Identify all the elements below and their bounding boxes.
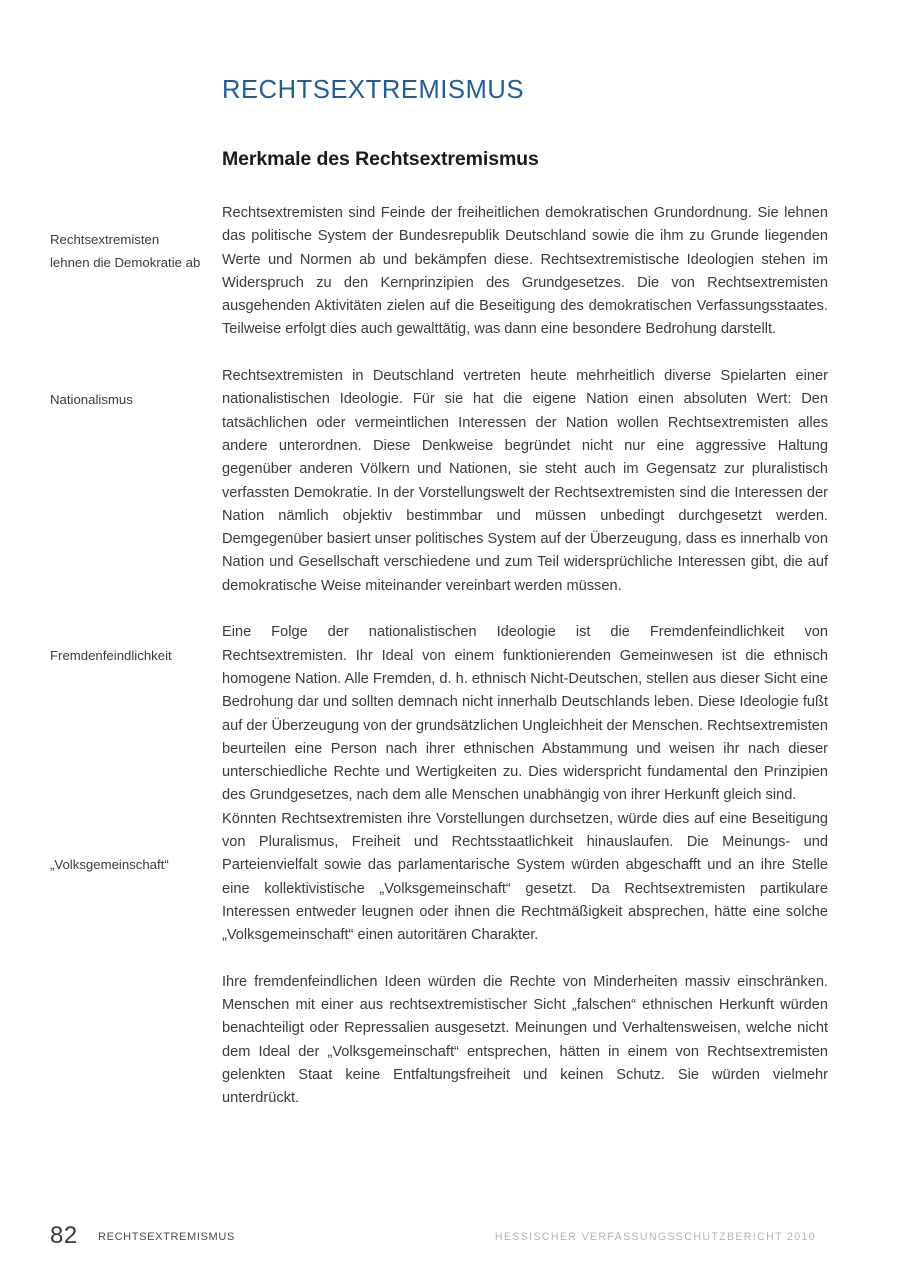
margin-note-line: Fremdenfeindlichkeit bbox=[50, 648, 172, 664]
paragraph-spacer bbox=[0, 598, 900, 621]
paragraph-spacer bbox=[0, 948, 900, 971]
margin-note-line: lehnen die Demokratie ab bbox=[50, 255, 201, 271]
body-column-4 bbox=[222, 971, 828, 1111]
content-block-3 bbox=[0, 621, 900, 947]
margin-note-line: Rechtsextremisten bbox=[50, 232, 160, 247]
paragraph-4: Könnten Rechtsextremisten ihre Vorstellungen durchsetzen, würde dies auf eine Beseitigung von Pluralismus, Freiheit und Rechtsstaatlichkeit hinauslaufen. Die Meinungs- und Parteienvielfalt sowie das parlamentarische System würden abgeschafft und an ihre Stelle eine kollektivistische „Volksgemeinschaft“ gesetzt. Da Rechtsextremisten partikulare Interessen entweder leugnen oder ihnen die Rechtmäßigkeit absprechen, hätte eine solche „Volksgemeinschaft“ einen autoritären Charakter. bbox=[222, 810, 828, 944]
body-column-1 bbox=[222, 202, 828, 342]
paragraph-spacer bbox=[0, 342, 900, 365]
footer-report-label: HESSISCHER VERFASSUNGSSCHUTZBERICHT 2010 bbox=[494, 1231, 816, 1243]
body-column-3 bbox=[222, 621, 828, 947]
page-content bbox=[0, 202, 900, 1111]
margin-note-volksgemeinschaft bbox=[50, 853, 215, 876]
body-column-2 bbox=[222, 365, 828, 598]
margin-note-line: „Volksgemeinschaft“ bbox=[50, 857, 169, 873]
content-block-2 bbox=[0, 365, 900, 598]
footer-chapter-label: RECHTSEXTREMISMUS bbox=[98, 1231, 235, 1243]
paragraph-1: Rechtsextremisten sind Feinde der freiheitlichen demokratischen Grundordnung. Sie lehnen das politische System der Bundesrepublik Deutschland sowie die ihm zu Grunde liegenden Werte und Normen ab und bekämpfen diese. Rechtsextremistische Ideologien stehen im Widerspruch zu den Kernprinzipien des Grundgesetzes. Die von Rechtsextremisten ausgehenden Aktivitäten zielen auf die Beseitigung des demokratischen Verfassungsstaates. Teilweise erfolgt dies auch gewalttätig, was dann eine besondere Bedrohung darstellt. bbox=[222, 205, 828, 338]
margin-note-line: Nationalismus bbox=[50, 392, 133, 408]
content-block-1 bbox=[0, 202, 900, 342]
chapter-title: RECHTSEXTREMISMUS bbox=[222, 76, 525, 104]
page-number: 82 bbox=[50, 1222, 78, 1249]
margin-note-fremdenfeindlichkeit bbox=[50, 644, 215, 667]
margin-note-nationalismus bbox=[50, 388, 215, 411]
margin-note-rechtsextremisten bbox=[50, 228, 215, 275]
content-block-4 bbox=[0, 971, 900, 1111]
paragraph-2: Rechtsextremisten in Deutschland vertreten heute mehrheitlich diverse Spielarten einer nationalistischen Ideologie. Für sie hat die eigene Nation einen absoluten Wert: Den tatsächlichen oder vermeintlichen Interessen der Nation wollen Rechtsextremisten alles andere unterordnen. Diese Denkweise begründet nicht nur eine aggressive Haltung gegenüber anderen Völkern und Nationen, sie steht auch im Gegensatz zur pluralistisch verfassten Demokratie. In der Vorstellungswelt der Rechtsextremisten sind die Interessen der Nation nämlich objektiv bestimmbar und müssen unbedingt durchgesetzt werden. Demgegenüber basiert unser politisches System auf der Überzeugung, dass es innerhalb von Nation und Gesellschaft verschiedene und zum Teil widersprüchliche Interessen gibt, die auf demokratische Weise miteinander vereinbart werden müssen. bbox=[222, 368, 828, 594]
paragraph-3: Eine Folge der nationalistischen Ideologie ist die Fremdenfeindlichkeit von Rechtsextremisten. Ihr Ideal von einem funktionierenden Gemeinwesen ist die ethnisch homogene Nation. Alle Fremden, d. h. ethnisch Nicht-Deutschen, stellen aus dieser Sicht eine Bedrohung dar und sollten demnach nicht innerhalb Deutschlands leben. Diese Ideologie fußt auf der Überzeugung von der grundsätzlichen Ungleichheit der Menschen. Rechtsextremisten beurteilen eine Person nach ihrer ethnischen Abstammung und weisen ihr nach dieser unterschiedliche Rechte und Wertigkeiten zu. Dies widerspricht fundamental den Prinzipien des Grundgesetzes, nach dem alle Menschen unabhängig von ihrer Herkunft gleich sind. bbox=[222, 624, 828, 804]
page-footer bbox=[0, 1222, 900, 1262]
section-heading: Merkmale des Rechtsextremismus bbox=[222, 148, 539, 170]
paragraph-5: Ihre fremdenfeindlichen Ideen würden die Rechte von Minderheiten massiv einschränken. Menschen mit einer aus rechtsextremistischer Sicht „falschen“ ethnischen Herkunft würden benachteiligt oder Repressalien ausgesetzt. Meinungen und Verhaltensweisen, welche nicht dem Ideal der „Volksgemeinschaft“ entsprechen, hätten in einem von Rechtsextremisten gelenkten Staat keine Entfaltungsfreiheit und keinen Schutz. Sie würden vielmehr unterdrückt. bbox=[222, 973, 828, 1107]
